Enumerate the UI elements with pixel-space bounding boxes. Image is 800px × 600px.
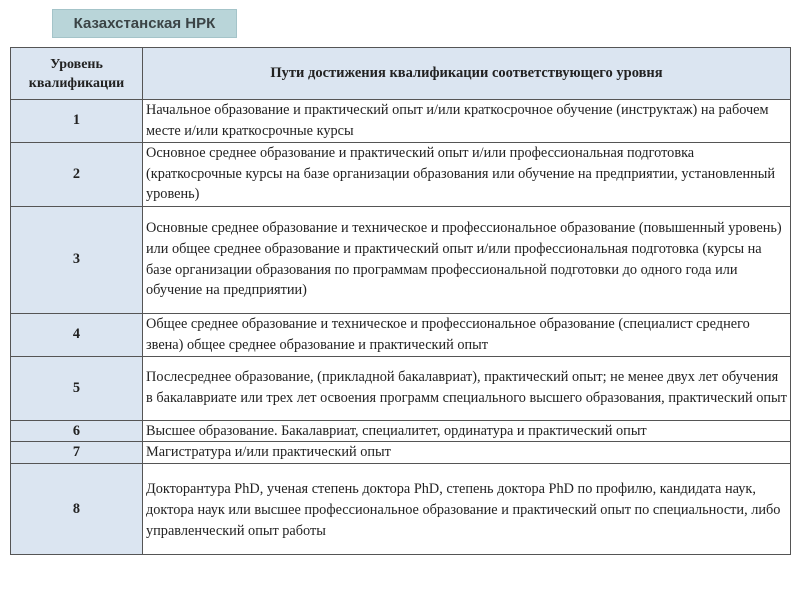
description-cell: Послесреднее образование, (прикладной бакалавриат), практический опыт; не менее двух лет обучения в бакалавриате или трех лет освоения программ специального высшего образования, практический опыт bbox=[143, 356, 791, 420]
description-cell: Докторантура PhD, ученая степень доктора PhD, степень доктора PhD по профилю, кандидата наук, доктора наук или высшее профессиональное образование и практический опыт по специальности, либо управленческий опыт работы bbox=[143, 464, 791, 555]
level-cell: 3 bbox=[11, 206, 143, 313]
table-row bbox=[11, 356, 791, 420]
column-header-level: Уровень квалификации bbox=[11, 48, 143, 100]
table-row bbox=[11, 464, 791, 555]
level-cell: 4 bbox=[11, 313, 143, 356]
description-cell: Магистратура и/или практический опыт bbox=[143, 442, 791, 464]
description-cell: Высшее образование. Бакалавриат, специалитет, ординатура и практический опыт bbox=[143, 420, 791, 442]
description-cell: Основное среднее образование и практический опыт и/или профессиональная подготовка (краткосрочные курсы на базе организации образования или обучение на предприятии, установленный уровень) bbox=[143, 142, 791, 206]
level-cell: 1 bbox=[11, 100, 143, 143]
table-row bbox=[11, 142, 791, 206]
table-header-row bbox=[11, 48, 791, 100]
level-cell: 7 bbox=[11, 442, 143, 464]
table-row bbox=[11, 313, 791, 356]
table-row bbox=[11, 100, 791, 143]
page-title: Казахстанская НРК bbox=[52, 9, 237, 38]
level-cell: 8 bbox=[11, 464, 143, 555]
column-header-paths: Пути достижения квалификации соответствующего уровня bbox=[143, 48, 791, 100]
description-cell: Общее среднее образование и техническое и профессиональное образование (специалист среднего звена) общее среднее образование и практический опыт bbox=[143, 313, 791, 356]
level-cell: 2 bbox=[11, 142, 143, 206]
level-cell: 5 bbox=[11, 356, 143, 420]
table-row bbox=[11, 206, 791, 313]
description-cell: Начальное образование и практический опыт и/или краткосрочное обучение (инструктаж) на рабочем месте и/или краткосрочные курсы bbox=[143, 100, 791, 143]
level-cell: 6 bbox=[11, 420, 143, 442]
table-row bbox=[11, 420, 791, 442]
description-cell: Основные среднее образование и техническое и профессиональное образование (повышенный уровень) или общее среднее образование и практический опыт и/или профессиональная подготовка (курсы на базе организации образования по программам профессиональной подготовки до одного года или обучение на предприятии) bbox=[143, 206, 791, 313]
qualification-levels-table bbox=[10, 47, 791, 555]
table-row bbox=[11, 442, 791, 464]
